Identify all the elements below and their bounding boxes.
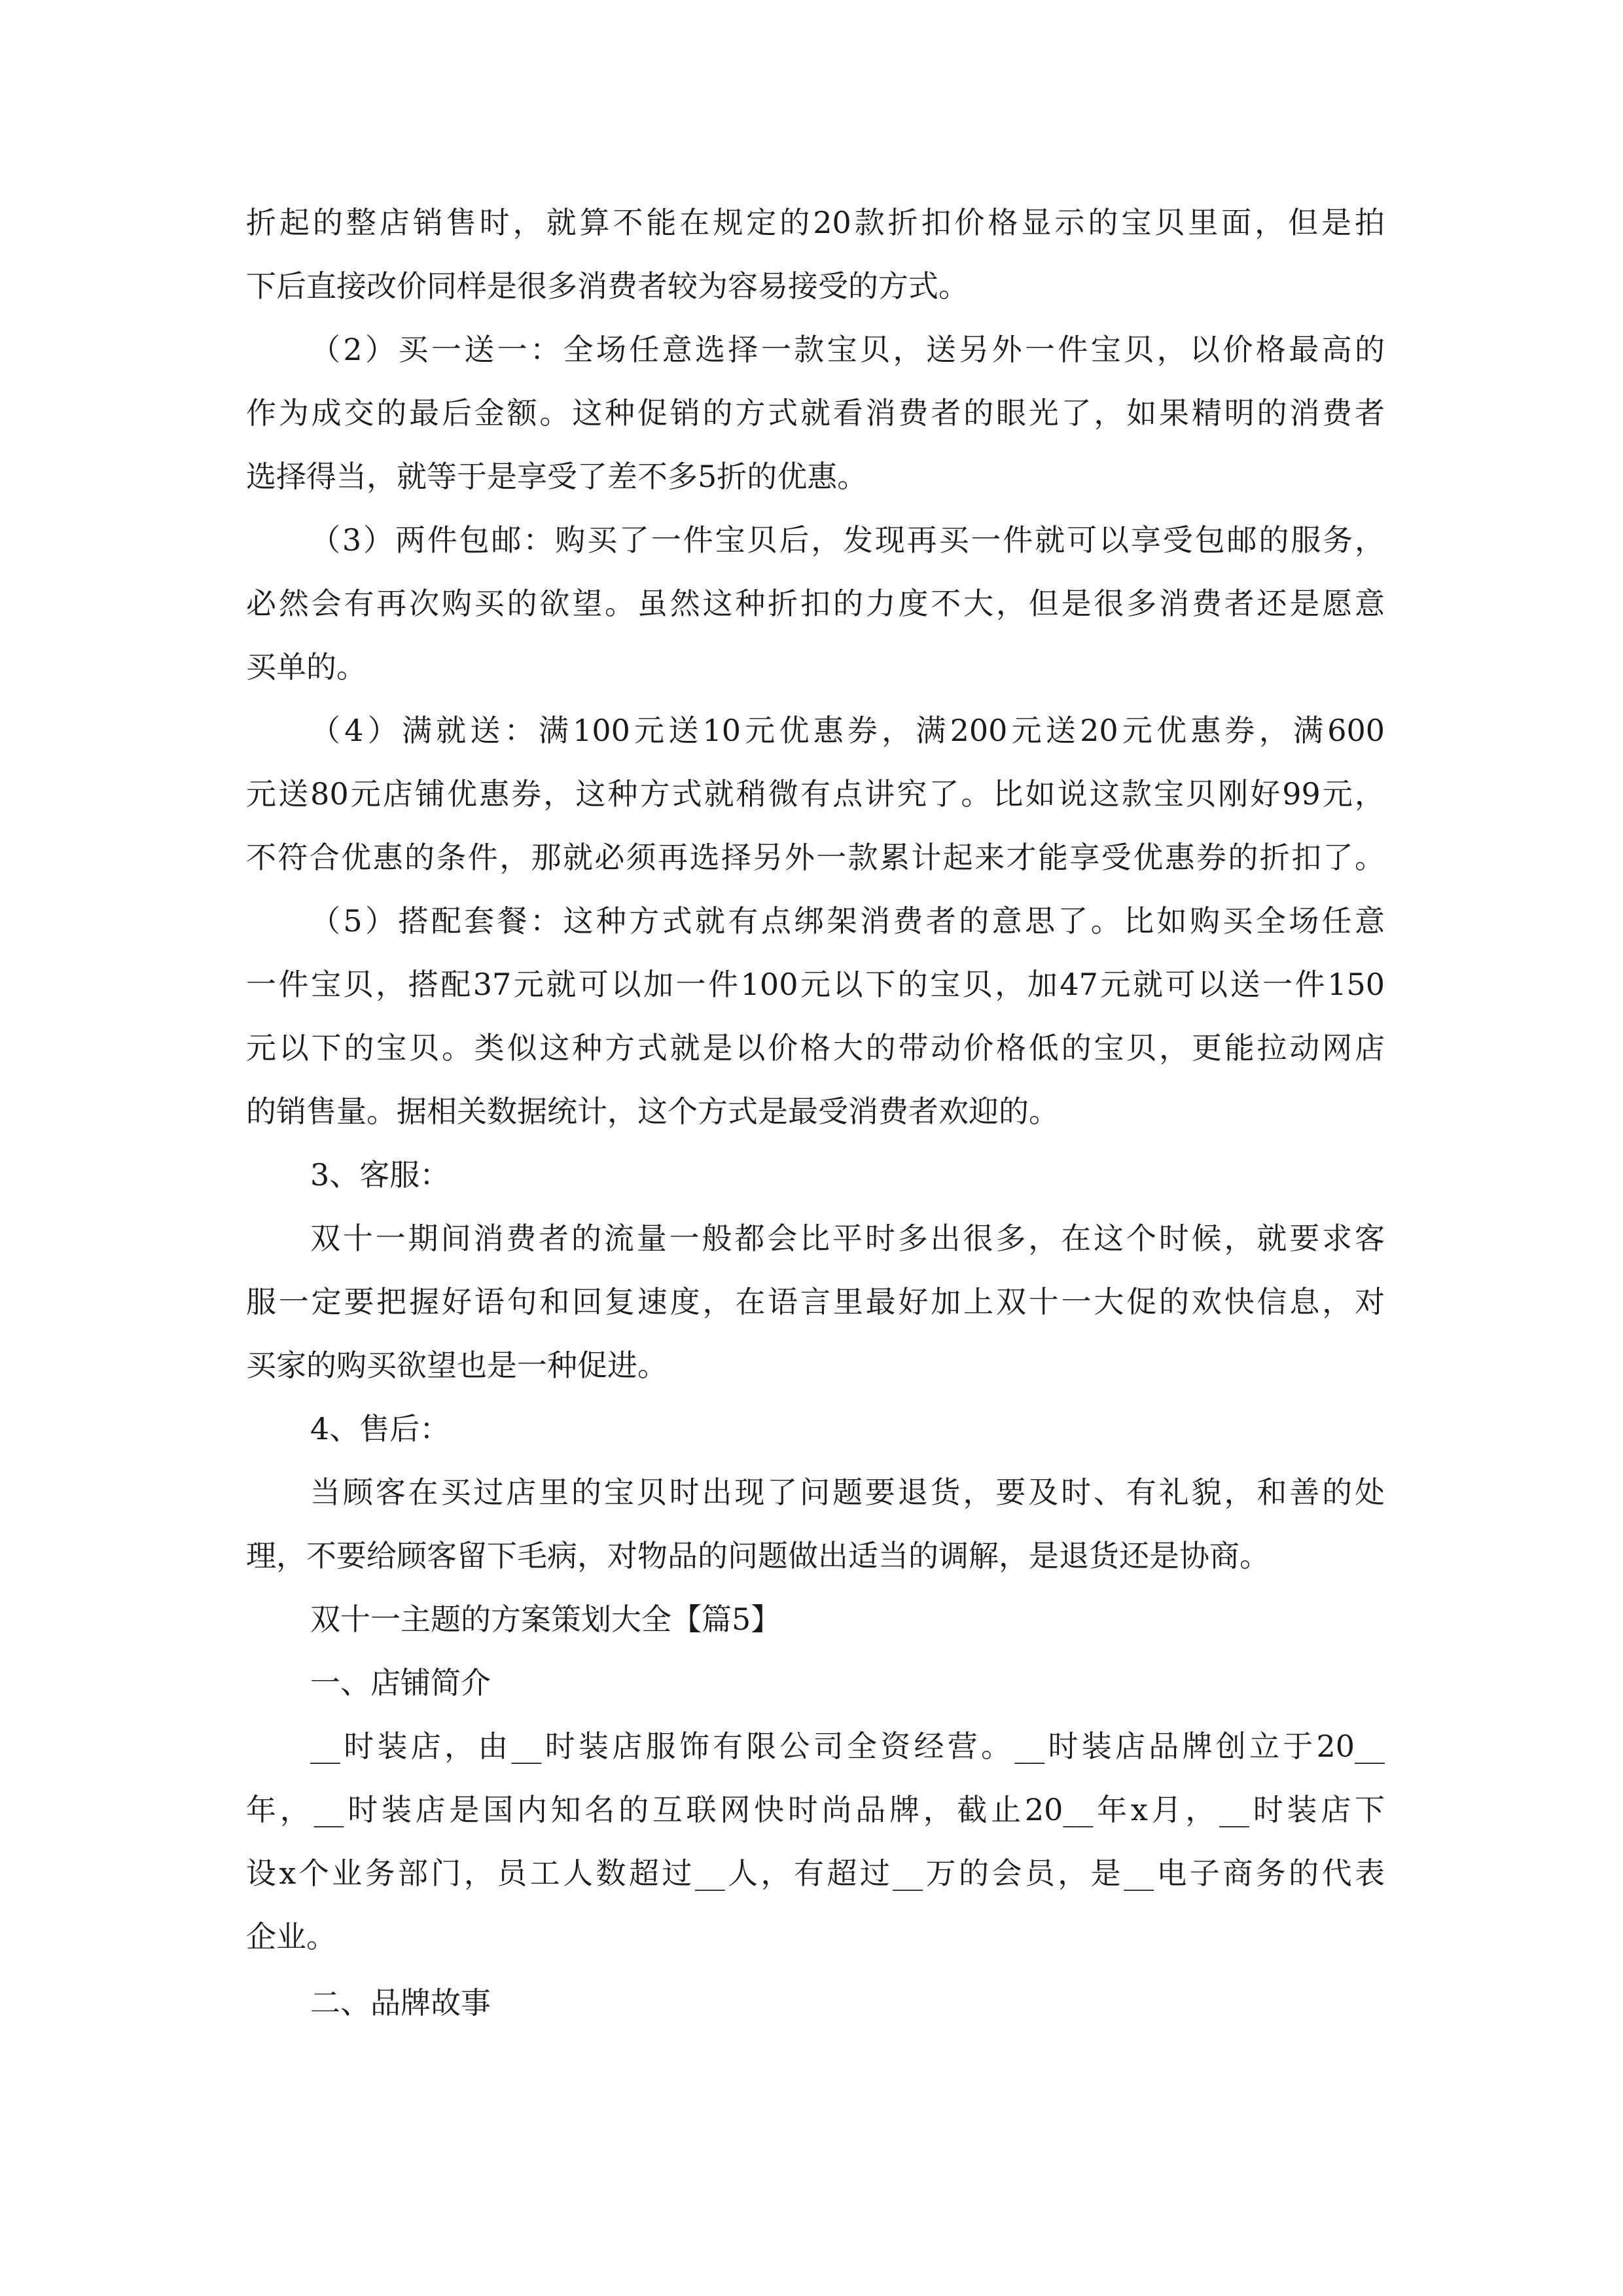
section-heading: 4、售后： (310, 1411, 450, 1446)
paragraph-line: 不符合优惠的条件，那就必须再选择另外一款累计起来才能享受优惠券的折扣了。 (246, 840, 1385, 875)
paragraph-line: __时装店，由__时装店服饰有限公司全资经营。__时装店品牌创立于20__ (310, 1729, 1385, 1764)
paragraph-line: 买家的购买欲望也是一种促进。 (246, 1348, 668, 1383)
section-heading: 一、店铺简介 (310, 1665, 491, 1700)
paragraph-line: （3）两件包邮：购买了一件宝贝后，发现再买一件就可以享受包邮的服务， (310, 522, 1385, 558)
paragraph-line: 折起的整店销售时，就算不能在规定的20款折扣价格显示的宝贝里面，但是拍 (246, 205, 1385, 240)
paragraph-line: 必然会有再次购买的欲望。虽然这种折扣的力度不大，但是很多消费者还是愿意 (246, 586, 1385, 621)
paragraph-line: 元送80元店铺优惠券，这种方式就稍微有点讲究了。比如说这款宝贝刚好99元， (246, 776, 1385, 812)
paragraph-line: （5）搭配套餐：这种方式就有点绑架消费者的意思了。比如购买全场任意 (310, 903, 1385, 939)
section-heading: 3、客服： (310, 1157, 450, 1193)
paragraph-line: 年，__时装店是国内知名的互联网快时尚品牌，截止20__年x月，__时装店下 (246, 1792, 1385, 1827)
paragraph-line: 理，不要给顾客留下毛病，对物品的问题做出适当的调解，是退货还是协商。 (246, 1538, 1270, 1573)
paragraph-line: （4）满就送：满100元送10元优惠券，满200元送20元优惠券，满600 (310, 713, 1385, 748)
section-heading: 二、品牌故事 (310, 1985, 491, 2020)
paragraph-line: 服一定要把握好语句和回复速度，在语言里最好加上双十一大促的欢快信息，对 (246, 1284, 1385, 1319)
document-page (246, 191, 1385, 2035)
paragraph-line: 企业。 (246, 1919, 336, 1954)
paragraph-line: 选择得当，就等于是享受了差不多5折的优惠。 (246, 459, 868, 494)
paragraph-line: 双十一期间消费者的流量一般都会比平时多出很多，在这个时候，就要求客 (310, 1221, 1385, 1256)
paragraph-line: （2）买一送一：全场任意选择一款宝贝，送另外一件宝贝，以价格最高的 (310, 332, 1385, 367)
paragraph-line: 的销售量。据相关数据统计，这个方式是最受消费者欢迎的。 (246, 1094, 1059, 1129)
paragraph-line: 作为成交的最后金额。这种促销的方式就看消费者的眼光了，如果精明的消费者 (246, 395, 1385, 431)
paragraph-line: 一件宝贝，搭配37元就可以加一件100元以下的宝贝，加47元就可以送一件150 (246, 967, 1385, 1002)
article-title: 双十一主题的方案策划大全【篇5】 (310, 1602, 781, 1637)
paragraph-line: 元以下的宝贝。类似这种方式就是以价格大的带动价格低的宝贝，更能拉动网店 (246, 1030, 1385, 1066)
paragraph-line: 当顾客在买过店里的宝贝时出现了问题要退货，要及时、有礼貌，和善的处 (310, 1475, 1385, 1510)
paragraph-line: 买单的。 (246, 649, 366, 685)
paragraph-line: 下后直接改价同样是很多消费者较为容易接受的方式。 (246, 268, 969, 304)
paragraph-line: 设x个业务部门，员工人数超过__人，有超过__万的会员，是__电子商务的代表 (246, 1856, 1385, 1891)
